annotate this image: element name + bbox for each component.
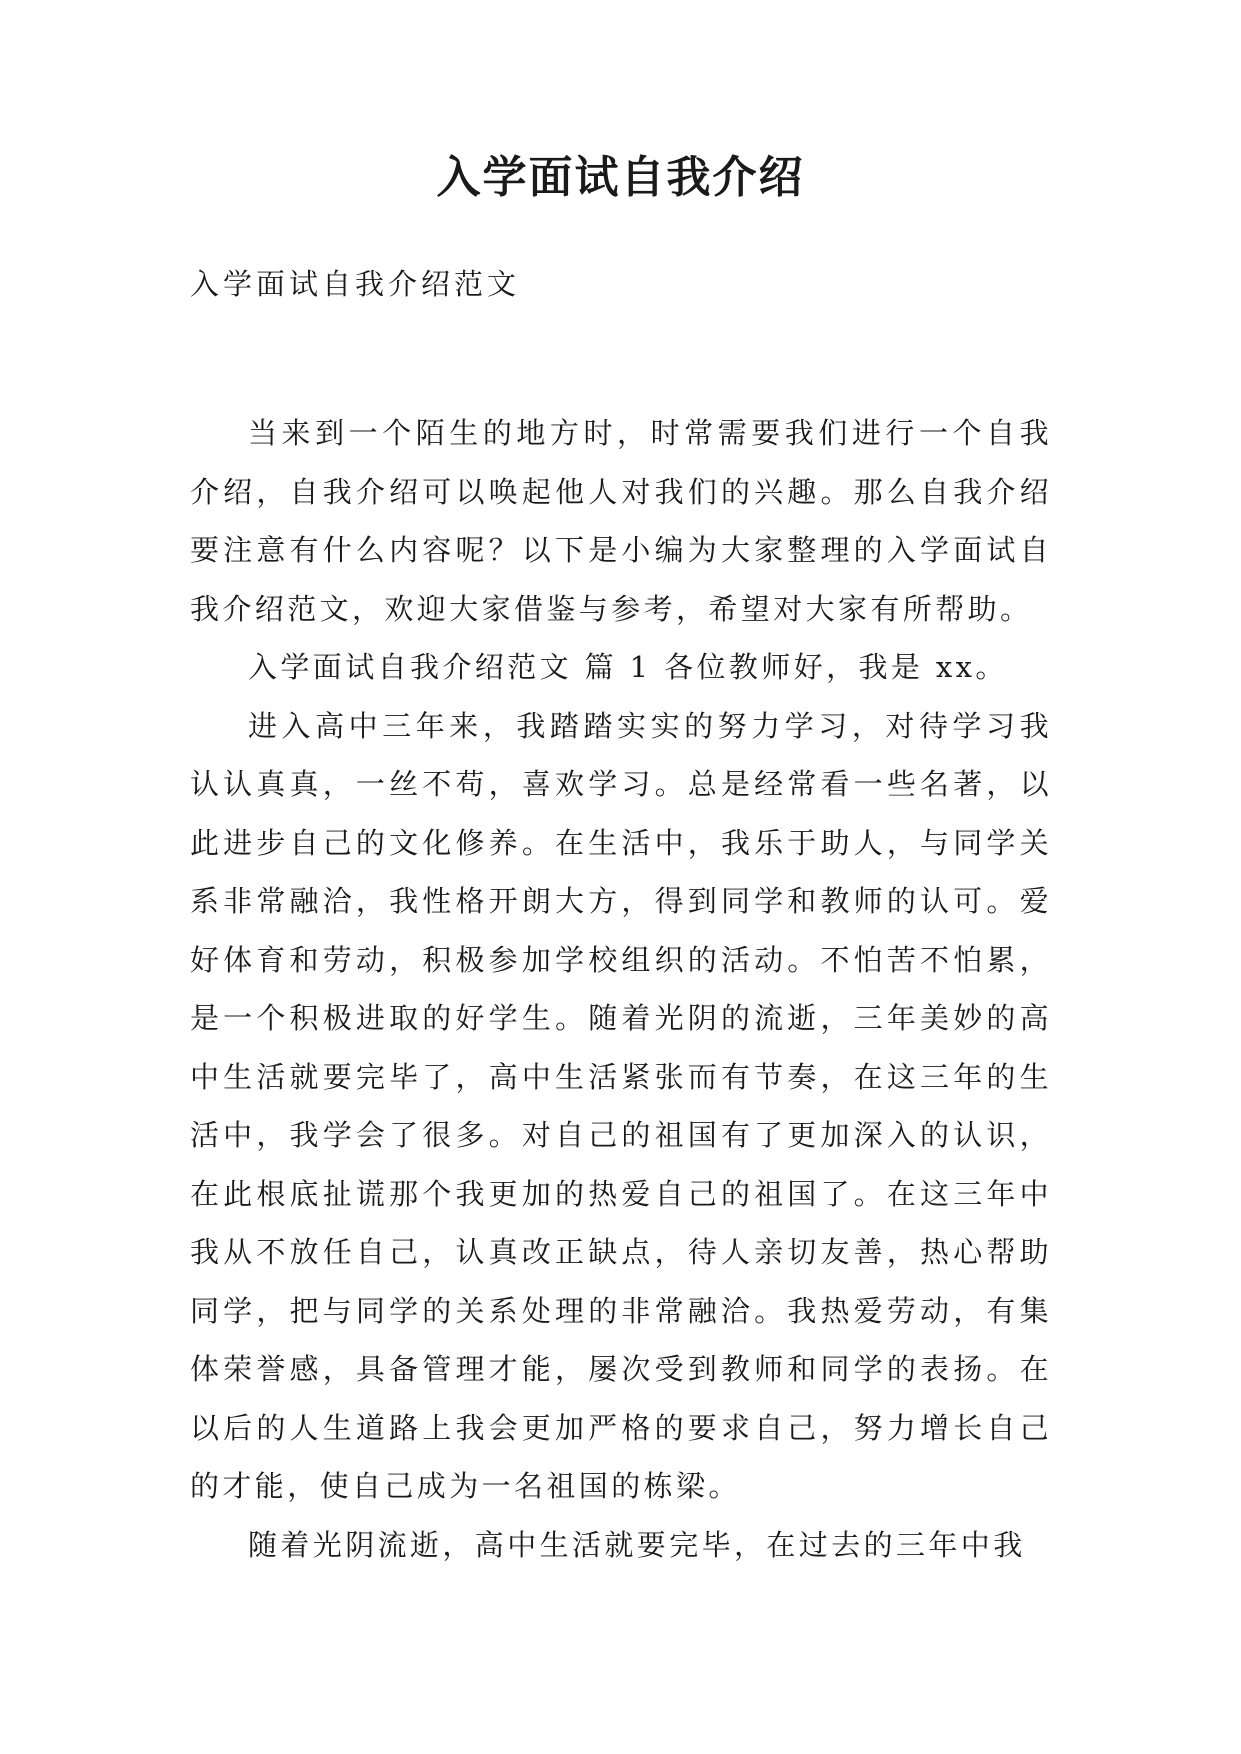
document-body xyxy=(190,404,1052,1574)
document-title: 入学面试自我介绍 xyxy=(436,152,805,203)
document-subtitle: 入学面试自我介绍范文 xyxy=(190,267,521,301)
body-paragraph-continued: 随着光阴流逝，高中生活就要完毕，在过去的三年中我 xyxy=(248,1527,1026,1562)
body-paragraph: 进入高中三年来，我踏踏实实的努力学习，对待学习我认认真真，一丝不苟，喜欢学习。总是经常看一些名著，以此进步自己的文化修养。在生活中，我乐于助人，与同学关系非常融洽，我性格开朗大方，得到同学和教师的认可。爱好体育和劳动，积极参加学校组织的活动。不怕苦不怕累，是一个积极进取的好学生。随着光阴的流逝，三年美妙的高中生活就要完毕了，高中生活紧张而有节奏，在这三年的生活中，我学会了很多。对自己的祖国有了更加深入的认识，在此根底扯谎那个我更加的热爱自己的祖国了。在这三年中我从不放任自己，认真改正缺点，待人亲切友善，热心帮助同学，把与同学的关系处理的非常融洽。我热爱劳动，有集体荣誉感，具备管理才能，屡次受到教师和同学的表扬。在以后的人生道路上我会更加严格的要求自己，努力增长自己的才能，使自己成为一名祖国的栋梁。 xyxy=(190,708,1052,1503)
intro-paragraph: 当来到一个陌生的地方时，时常需要我们进行一个自我介绍，自我介绍可以唤起他人对我们的兴趣。那么自我介绍要注意有什么内容呢？以下是小编为大家整理的入学面试自我介绍范文，欢迎大家借鉴与参考，希望对大家有所帮助。 xyxy=(190,416,1052,626)
section-heading-paragraph: 入学面试自我介绍范文 篇 1 各位教师好，我是 xx。 xyxy=(248,650,1008,684)
